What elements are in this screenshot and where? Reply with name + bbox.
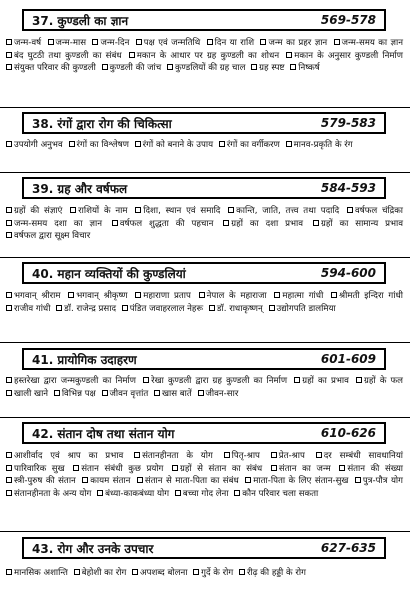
- bullet-box-icon: [271, 452, 277, 458]
- topic-item: [209, 304, 263, 314]
- section-divider: [0, 172, 410, 173]
- topic-label: पारिवारिक सुख: [14, 463, 65, 474]
- topic-item: [347, 206, 403, 216]
- bullet-box-icon: [6, 490, 12, 496]
- topic-label: भगवान् श्रीराम: [14, 291, 61, 301]
- topic-label: जीवन वृत्तांत: [109, 388, 149, 399]
- topic-item: [135, 206, 220, 216]
- topic-item: [6, 231, 90, 241]
- topic-label: बंद घुटठी तथा कुण्डली का संबंध: [14, 50, 122, 61]
- topic-item: [129, 51, 279, 61]
- topic-label: वर्षफल द्वारा सूक्ष्म विचार: [14, 231, 91, 242]
- topic-item: [223, 219, 303, 229]
- topic-item: [274, 291, 323, 301]
- chapter-title: 39. ग्रह और वर्षफल: [32, 181, 128, 196]
- chapter-title: 40. महान व्यक्तियों की कुण्डलियां: [32, 266, 186, 281]
- topic-item: [97, 489, 169, 499]
- topic-item: [6, 476, 76, 486]
- topic-label: नेपाल के महाराजा: [206, 291, 267, 301]
- topic-item: [355, 476, 403, 486]
- topic-label: मानसिक अशान्ति: [14, 568, 68, 578]
- topic-label: कुण्डलियों की ग्रह चाल: [174, 63, 246, 74]
- topic-item: [112, 219, 213, 229]
- chapter-page-range: 584-593: [320, 181, 376, 195]
- topic-item: [245, 476, 348, 486]
- bullet-box-icon: [97, 490, 103, 496]
- bullet-box-icon: [102, 64, 108, 70]
- bullet-box-icon: [122, 305, 128, 311]
- bullet-box-icon: [82, 477, 88, 483]
- topic-label: हस्तरेखा द्वारा जन्मकुण्डली का निर्माण: [14, 376, 136, 386]
- bullet-box-icon: [6, 569, 12, 575]
- topic-item: [207, 38, 254, 48]
- topic-item: [102, 389, 149, 399]
- topic-label: ग्रहों का दशा प्रभाव: [231, 218, 304, 229]
- chapter-title: 41. प्रायोगिक उदाहरण: [32, 352, 137, 367]
- bullet-box-icon: [92, 39, 98, 45]
- bullet-box-icon: [274, 292, 280, 298]
- bullet-box-icon: [228, 207, 234, 213]
- topic-item: [198, 389, 239, 399]
- bullet-box-icon: [48, 39, 54, 45]
- topic-label: ग्रहों का सामान्य प्रभाव: [320, 218, 404, 229]
- chapter-title: 42. संतान दोष तथा संतान योग: [32, 426, 175, 441]
- bullet-box-icon: [6, 305, 12, 311]
- bullet-box-icon: [331, 292, 337, 298]
- topic-label: मानव-प्रकृति के रंग: [293, 140, 353, 150]
- bullet-box-icon: [193, 569, 199, 575]
- topic-label: डॉ. राधाकृष्णन्: [216, 303, 263, 314]
- topic-item: [6, 489, 91, 499]
- chapter-topic-list: [6, 139, 406, 152]
- bullet-box-icon: [198, 390, 204, 396]
- topic-label: अपशब्द बोलना: [140, 568, 188, 578]
- bullet-box-icon: [207, 39, 213, 45]
- topic-label: वर्षफल शुद्धता की पहचान: [119, 218, 214, 229]
- topic-label: मकान के आधार पर ग्रह कुण्डली का शोधन: [136, 50, 280, 61]
- chapter-topic-list: [6, 567, 406, 580]
- topic-item: [6, 38, 41, 48]
- topic-item: [73, 464, 163, 474]
- bullet-box-icon: [136, 39, 142, 45]
- topic-label: उपयोगी अनुभव: [14, 140, 63, 150]
- bullet-box-icon: [269, 305, 275, 311]
- topic-item: [219, 140, 280, 150]
- bullet-box-icon: [6, 292, 12, 298]
- chapter-topic-list: [6, 37, 406, 75]
- bullet-box-icon: [251, 64, 257, 70]
- topic-item: [122, 304, 203, 314]
- topic-item: [271, 464, 331, 474]
- bullet-box-icon: [223, 220, 229, 226]
- topic-label: गुर्दे के रोग: [201, 568, 234, 578]
- topic-item: [136, 38, 200, 48]
- topic-item: [137, 476, 239, 486]
- topic-label: महाराणा प्रताप: [143, 291, 191, 301]
- topic-item: [6, 51, 122, 61]
- bullet-box-icon: [134, 452, 140, 458]
- topic-label: उद्योगपति डालमिया: [276, 303, 336, 314]
- topic-label: प्रेत-श्राप: [278, 451, 305, 461]
- topic-label: पंडित जवाहरलाल नेहरू: [129, 303, 204, 314]
- bullet-box-icon: [6, 39, 12, 45]
- topic-label: विभिन्न पक्ष: [61, 388, 96, 399]
- topic-label: कुण्डली की जांच: [109, 63, 162, 74]
- topic-item: [6, 206, 62, 216]
- topic-label: खाली खाने: [14, 388, 49, 399]
- topic-label: संतानहीनता के योग: [142, 451, 213, 461]
- bullet-box-icon: [294, 377, 300, 383]
- topic-item: [228, 206, 339, 216]
- bullet-box-icon: [132, 569, 138, 575]
- chapter-header: [22, 537, 386, 559]
- bullet-box-icon: [356, 377, 362, 383]
- topic-item: [239, 568, 306, 578]
- bullet-box-icon: [286, 52, 292, 58]
- topic-item: [6, 389, 48, 399]
- bullet-box-icon: [135, 292, 141, 298]
- chapter-page-range: 569-578: [320, 13, 376, 27]
- chapter-header: [22, 422, 386, 444]
- bullet-box-icon: [316, 452, 322, 458]
- topic-item: [199, 291, 267, 301]
- bullet-box-icon: [56, 305, 62, 311]
- bullet-box-icon: [6, 477, 12, 483]
- topic-item: [135, 291, 191, 301]
- chapter-title: 43. रोग और उनके उपचार: [32, 541, 154, 556]
- topic-item: [6, 451, 123, 461]
- bullet-box-icon: [339, 465, 345, 471]
- topic-label: रेखा कुण्डली द्वारा ग्रह कुण्डली का निर्माण: [151, 376, 288, 386]
- topic-item: [134, 451, 213, 461]
- chapter-page-range: 594-600: [320, 266, 376, 280]
- bullet-box-icon: [286, 141, 292, 147]
- topic-item: [224, 451, 260, 461]
- topic-item: [154, 389, 192, 399]
- bullet-box-icon: [313, 220, 319, 226]
- topic-label: बंध्या-काकबंध्या योग: [105, 488, 170, 499]
- topic-item: [6, 376, 136, 386]
- topic-label: पक्ष एवं जन्मतिथि: [143, 38, 201, 48]
- topic-label: ग्रहों का प्रभाव: [302, 376, 349, 386]
- bullet-box-icon: [271, 465, 277, 471]
- topic-label: जन्म-दिन: [100, 38, 130, 48]
- topic-label: संयुक्त परिवार की कुण्डली: [14, 63, 96, 74]
- bullet-box-icon: [167, 64, 173, 70]
- chapter-title: 37. कुण्डली का ज्ञान: [32, 13, 129, 28]
- topic-item: [271, 451, 305, 461]
- topic-label: वर्षफल चंद्रिका: [354, 206, 404, 216]
- topic-label: श्रीमती इन्दिरा गांधी: [339, 291, 403, 301]
- topic-item: [193, 568, 233, 578]
- chapter-page-range: 627-635: [320, 541, 376, 555]
- bullet-box-icon: [69, 141, 75, 147]
- chapter-title: 38. रंगों द्वारा रोग की चिकित्सा: [32, 116, 172, 131]
- topic-item: [132, 568, 187, 578]
- topic-label: दिशा, स्थान एवं समादि: [143, 206, 221, 216]
- topic-label: संतान से माता-पिता का संबंध: [144, 476, 239, 487]
- bullet-box-icon: [260, 39, 266, 45]
- bullet-box-icon: [6, 465, 12, 471]
- bullet-box-icon: [175, 490, 181, 496]
- section-divider: [0, 531, 410, 532]
- bullet-box-icon: [129, 52, 135, 58]
- topic-item: [6, 140, 63, 150]
- bullet-box-icon: [74, 569, 80, 575]
- topic-item: [6, 291, 61, 301]
- section-divider: [0, 417, 410, 418]
- topic-label: जन्म-मास: [55, 38, 87, 48]
- topic-label: बच्चा गोद लेना: [182, 488, 229, 499]
- chapter-header: [22, 177, 386, 199]
- topic-item: [74, 568, 127, 578]
- topic-item: [143, 376, 287, 386]
- bullet-box-icon: [239, 569, 245, 575]
- topic-label: जन्म का प्रहर ज्ञान: [268, 38, 328, 48]
- bullet-box-icon: [172, 465, 178, 471]
- topic-label: डॉ. राजेन्द्र प्रसाद: [64, 303, 117, 314]
- topic-label: रंगों का वर्गीकरण: [226, 140, 280, 150]
- topic-label: आशीर्वाद एवं श्राप का प्रभाव: [14, 451, 124, 461]
- topic-label: रंगों को बनाने के उपाय: [142, 140, 214, 150]
- bullet-box-icon: [219, 141, 225, 147]
- chapter-header: [22, 9, 386, 31]
- topic-label: स्त्री-पुरुष की संतान: [14, 476, 76, 487]
- bullet-box-icon: [209, 305, 215, 311]
- bullet-box-icon: [68, 292, 74, 298]
- topic-item: [135, 140, 213, 150]
- chapter-page-range: 601-609: [320, 352, 376, 366]
- chapter-topic-list: [6, 375, 406, 400]
- bullet-box-icon: [290, 64, 296, 70]
- bullet-box-icon: [135, 207, 141, 213]
- topic-item: [313, 219, 403, 229]
- topic-item: [102, 63, 162, 73]
- topic-item: [68, 291, 127, 301]
- topic-item: [294, 376, 349, 386]
- topic-label: ग्रहों से संतान का संबंध: [179, 463, 263, 474]
- bullet-box-icon: [6, 141, 12, 147]
- topic-label: बेहोशी का रोग: [81, 568, 127, 578]
- topic-item: [82, 476, 130, 486]
- bullet-box-icon: [143, 377, 149, 383]
- topic-item: [316, 451, 403, 461]
- topic-item: [356, 376, 403, 386]
- topic-label: संतान का जन्म: [278, 463, 331, 474]
- topic-label: दर सम्बंधी सावधानियां: [323, 451, 404, 461]
- topic-item: [69, 140, 129, 150]
- topic-label: रंगों का विश्लेषण: [76, 140, 129, 150]
- bullet-box-icon: [70, 207, 76, 213]
- topic-label: खास बातें: [161, 388, 192, 399]
- bullet-box-icon: [6, 64, 12, 70]
- topic-item: [54, 389, 96, 399]
- topic-label: पुत्र-पौत्र योग: [362, 476, 403, 487]
- bullet-box-icon: [6, 452, 12, 458]
- bullet-box-icon: [112, 220, 118, 226]
- bullet-box-icon: [6, 207, 12, 213]
- topic-label: कौन परिवार चला सकता: [242, 488, 319, 499]
- topic-label: ग्रहों के फल: [364, 376, 404, 386]
- topic-item: [251, 63, 284, 73]
- chapter-topic-list: [6, 450, 406, 500]
- bullet-box-icon: [334, 39, 340, 45]
- topic-item: [6, 63, 96, 73]
- topic-label: पितृ-श्राप: [231, 451, 260, 461]
- topic-label: जन्म-समय का ज्ञान: [341, 38, 404, 48]
- topic-label: संतानहीनता के अन्य योग: [14, 488, 92, 499]
- bullet-box-icon: [347, 207, 353, 213]
- topic-item: [260, 38, 327, 48]
- topic-label: कान्ति, जाति, तत्त्व तथा पदादि: [236, 206, 340, 216]
- topic-item: [6, 219, 102, 229]
- bullet-box-icon: [245, 477, 251, 483]
- topic-label: जीवन-सार: [205, 388, 239, 399]
- chapter-header: [22, 112, 386, 134]
- section-divider: [0, 107, 410, 108]
- topic-item: [286, 140, 353, 150]
- topic-label: कायम संतान: [90, 476, 131, 487]
- topic-item: [172, 464, 262, 474]
- chapter-header: [22, 262, 386, 284]
- topic-label: राशियों के नाम: [78, 206, 128, 216]
- section-divider: [0, 342, 410, 343]
- topic-item: [6, 464, 65, 474]
- chapter-page-range: 610-626: [320, 426, 376, 440]
- topic-label: जन्म-वर्ष: [14, 38, 42, 48]
- topic-item: [6, 304, 50, 314]
- bullet-box-icon: [54, 390, 60, 396]
- bullet-box-icon: [6, 52, 12, 58]
- topic-item: [48, 38, 87, 48]
- topic-label: राजीव गांधी: [14, 303, 51, 314]
- topic-label: ग्रह स्पष्ट: [259, 63, 285, 74]
- bullet-box-icon: [6, 232, 12, 238]
- bullet-box-icon: [6, 220, 12, 226]
- topic-item: [6, 568, 68, 578]
- topic-item: [70, 206, 127, 216]
- topic-label: दिन या राशि: [214, 38, 255, 48]
- bullet-box-icon: [137, 477, 143, 483]
- bullet-box-icon: [135, 141, 141, 147]
- topic-label: संतान संबंधी कुछ प्रयोग: [81, 463, 164, 474]
- bullet-box-icon: [234, 490, 240, 496]
- topic-item: [334, 38, 403, 48]
- topic-label: भगवान् श्रीकृष्ण: [76, 291, 128, 301]
- topic-label: जन्म-समय दशा का ज्ञान: [14, 218, 102, 229]
- topic-item: [175, 489, 229, 499]
- topic-label: मकान के अनुसार कुण्डली निर्माण: [294, 50, 403, 61]
- chapter-topic-list: [6, 290, 406, 315]
- topic-label: रीढ़ की हड्डी के रोग: [246, 568, 306, 578]
- bullet-box-icon: [6, 390, 12, 396]
- bullet-box-icon: [154, 390, 160, 396]
- topic-item: [331, 291, 403, 301]
- topic-label: संतान की संख्या: [347, 463, 404, 474]
- topic-label: ग्रहों की संज्ञाएं: [14, 206, 63, 216]
- bullet-box-icon: [6, 377, 12, 383]
- bullet-box-icon: [355, 477, 361, 483]
- topic-item: [56, 304, 116, 314]
- topic-item: [234, 489, 318, 499]
- topic-item: [167, 63, 245, 73]
- bullet-box-icon: [224, 452, 230, 458]
- topic-item: [286, 51, 403, 61]
- topic-label: महात्मा गांधी: [282, 291, 324, 301]
- topic-label: माता-पिता के लिए संतान-सुख: [253, 476, 349, 487]
- topic-item: [269, 304, 336, 314]
- topic-item: [339, 464, 403, 474]
- bullet-box-icon: [102, 390, 108, 396]
- chapter-topic-list: [6, 205, 406, 243]
- chapter-page-range: 579-583: [320, 116, 376, 130]
- topic-label: निष्कर्ष: [298, 63, 320, 74]
- topic-item: [92, 38, 129, 48]
- topic-item: [290, 63, 319, 73]
- bullet-box-icon: [73, 465, 79, 471]
- bullet-box-icon: [199, 292, 205, 298]
- chapter-header: [22, 348, 386, 370]
- section-divider: [0, 257, 410, 258]
